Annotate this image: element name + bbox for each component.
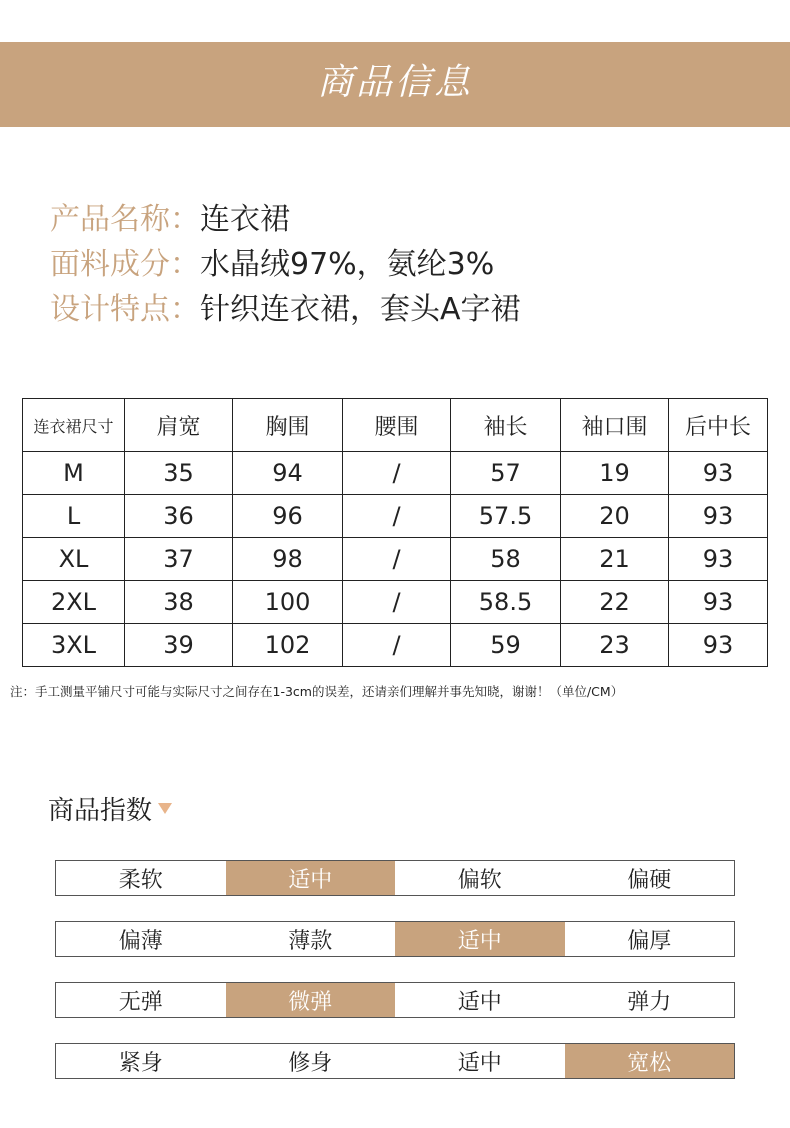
index-option: 偏软 [457,867,502,893]
table-cell: XL [23,538,125,581]
table-cell: 93 [669,581,768,624]
table-cell: 3XL [23,624,125,667]
index-option: 无弹 [118,989,163,1015]
table-cell: 58 [451,538,561,581]
table-cell: 2XL [23,581,125,624]
table-cell: 39 [125,624,233,667]
table-cell: 20 [561,495,669,538]
table-cell: 93 [669,624,768,667]
table-row [23,624,768,667]
table-cell: 58.5 [451,581,561,624]
table-cell: 100 [233,581,343,624]
table-cell: 98 [233,538,343,581]
index-option: 弹力 [627,989,672,1015]
info-row-material [50,238,521,283]
product-info [50,193,521,328]
table-cell: / [343,581,451,624]
index-row-elasticity [55,982,735,1018]
table-cell: 19 [561,452,669,495]
table-cell: 23 [561,624,669,667]
table-cell: 93 [669,538,768,581]
index-option-selected: 适中 [395,922,565,956]
info-label: 面料成分： [50,246,200,282]
table-header-cell: 后中长 [669,399,768,452]
table-cell: 36 [125,495,233,538]
table-cell: 93 [669,452,768,495]
table-cell: 38 [125,581,233,624]
table-row [23,538,768,581]
table-row [23,581,768,624]
table-row [23,452,768,495]
info-label: 产品名称： [50,201,200,237]
table-cell: 102 [233,624,343,667]
table-cell: 57.5 [451,495,561,538]
index-section-title [48,790,172,827]
info-label: 设计特点： [50,291,200,327]
table-cell: 57 [451,452,561,495]
table-cell: 35 [125,452,233,495]
index-option: 柔软 [118,867,163,893]
table-cell: / [343,538,451,581]
table-cell: 21 [561,538,669,581]
triangle-down-icon [158,803,172,814]
index-option: 修身 [288,1050,333,1076]
info-row-name [50,193,521,238]
index-option-selected: 适中 [226,861,396,895]
info-row-design [50,283,521,328]
table-header-cell: 肩宽 [125,399,233,452]
index-option-selected: 宽松 [565,1044,735,1078]
table-cell: 96 [233,495,343,538]
index-option: 适中 [457,989,502,1015]
index-option: 适中 [457,1050,502,1076]
index-title-text: 商品指数 [48,796,153,826]
table-cell: 22 [561,581,669,624]
table-cell: / [343,624,451,667]
table-cell: M [23,452,125,495]
table-cell: 93 [669,495,768,538]
index-option: 偏薄 [118,928,163,954]
index-row-fit [55,1043,735,1079]
table-cell: 59 [451,624,561,667]
table-header-cell: 袖口围 [561,399,669,452]
measurement-note: 注：手工测量平铺尺寸可能与实际尺寸之间存在1-3cm的误差，还请亲们理解并事先知晓，谢谢！（单位/CM） [10,684,624,699]
table-header-cell: 连衣裙尺寸 [23,399,125,452]
table-header-row [23,399,768,452]
index-option: 偏厚 [627,928,672,954]
table-header-cell: 袖长 [451,399,561,452]
index-option: 紧身 [118,1050,163,1076]
info-value: 针织连衣裙，套头A字裙 [200,291,521,327]
table-cell: / [343,495,451,538]
table-cell: 94 [233,452,343,495]
table-header-cell: 腰围 [343,399,451,452]
info-value: 水晶绒97%，氨纶3% [200,246,495,282]
table-header-cell: 胸围 [233,399,343,452]
table-cell: / [343,452,451,495]
info-value: 连衣裙 [200,201,290,237]
index-option-selected: 微弹 [226,983,396,1017]
table-cell: L [23,495,125,538]
index-option: 偏硬 [627,867,672,893]
index-row-softness [55,860,735,896]
size-table [22,398,768,667]
page-title: 商品信息 [316,62,473,103]
index-row-thickness [55,921,735,957]
table-row [23,495,768,538]
index-option: 薄款 [288,928,333,954]
table-cell: 37 [125,538,233,581]
